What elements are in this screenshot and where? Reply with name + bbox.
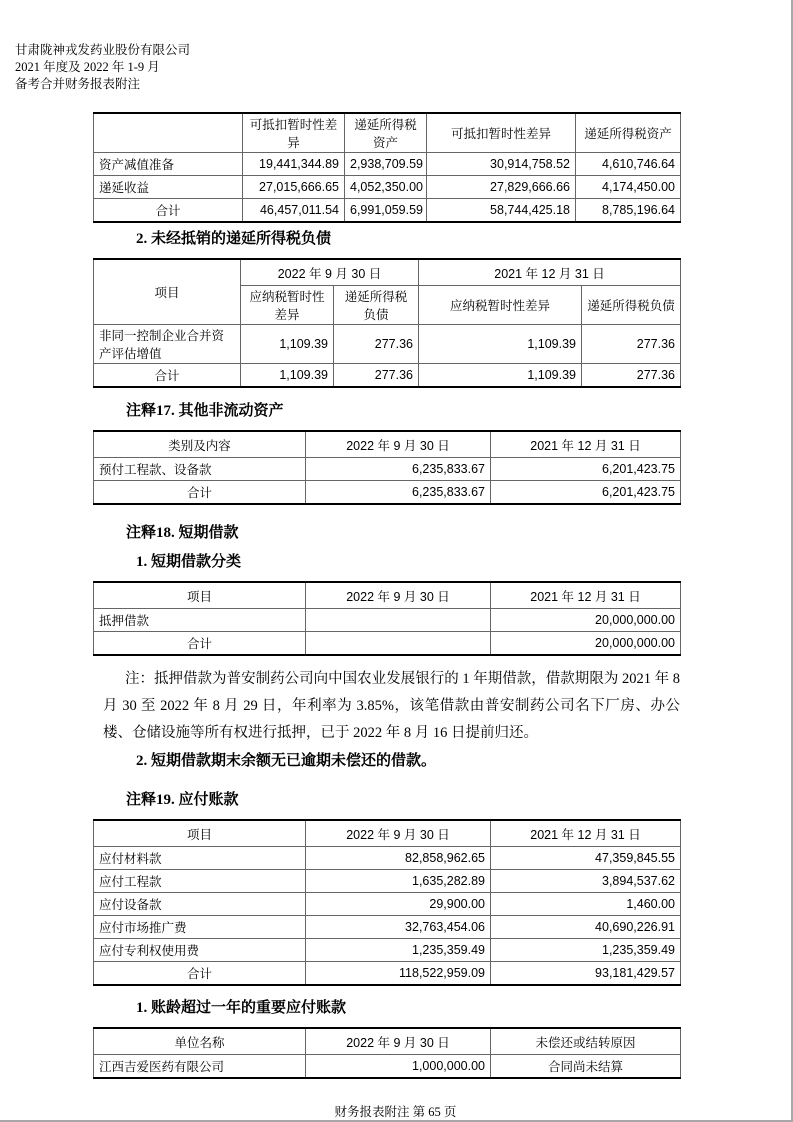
loan-note-paragraph: 注：抵押借款为普安制药公司向中国农业发展银行的 1 年期借款，借款期限为 2021 年 8 月 30 至 2022 年 8 月 29 日，年利率为 3.85%，该笔借款由普安制药公司名下厂房、办公楼、仓储设施等所有权进行抵押，已于 2022 年 8 月 16 日提前归还。 — [103, 671, 680, 741]
table-header-row — [94, 1028, 681, 1055]
table-cell: 1,109.39 — [241, 364, 334, 388]
row-label-cell: 合计 — [94, 199, 243, 223]
table-row — [94, 893, 681, 916]
table-header-row — [94, 113, 681, 153]
row-label-cell: 合计 — [94, 962, 306, 986]
row-label-cell: 非同一控制企业合并资产评估增值 — [94, 325, 241, 364]
header-cell: 2022 年 9 月 30 日 — [306, 431, 491, 458]
deferred-tax-assets-table — [93, 112, 681, 223]
report-period: 2021 年度及 2022 年 1-9 月 — [15, 60, 160, 74]
table-cell: 1,109.39 — [419, 364, 582, 388]
table-row — [94, 481, 681, 505]
section-heading-note17: 注释17. 其他非流动资产 — [126, 403, 284, 419]
header-cell: 递延所得税负债 — [334, 286, 419, 325]
header-cell: 项目 — [94, 582, 306, 609]
table-cell: 20,000,000.00 — [491, 632, 681, 656]
table-row — [94, 325, 681, 364]
header-cell: 2021 年 12 月 31 日 — [491, 431, 681, 458]
table-cell: 1,460.00 — [491, 893, 681, 916]
row-label-cell: 应付材料款 — [94, 847, 306, 870]
table-cell: 82,858,962.65 — [306, 847, 491, 870]
row-label-cell: 资产减值准备 — [94, 153, 243, 176]
header-cell: 单位名称 — [94, 1028, 306, 1055]
header-cell: 项目 — [94, 820, 306, 847]
table-cell: 47,359,845.55 — [491, 847, 681, 870]
row-label-cell: 合计 — [94, 481, 306, 505]
table-cell: 4,610,746.64 — [576, 153, 681, 176]
section-heading-note19: 注释19. 应付账款 — [126, 792, 239, 808]
table-cell: 1,109.39 — [419, 325, 582, 364]
table-header-row — [94, 431, 681, 458]
page-footer-label: 财务报表附注 第 65 页 — [334, 1105, 457, 1119]
table-cell: 1,635,282.89 — [306, 870, 491, 893]
section-heading-no-overdue: 2. 短期借款期末余额无已逾期未偿还的借款。 — [136, 753, 437, 769]
table-row — [94, 870, 681, 893]
row-label-cell: 预付工程款、设备款 — [94, 458, 306, 481]
table-cell: 1,000,000.00 — [306, 1055, 491, 1079]
table-header-row — [94, 820, 681, 847]
row-label-cell: 合计 — [94, 364, 241, 388]
header-cell: 可抵扣暂时性差异 — [243, 113, 345, 153]
header-cell: 2022 年 9 月 30 日 — [306, 1028, 491, 1055]
header-cell: 2022 年 9 月 30 日 — [306, 582, 491, 609]
table-cell: 58,744,425.18 — [427, 199, 576, 223]
table-cell: 6,201,423.75 — [491, 458, 681, 481]
table-row — [94, 364, 681, 388]
header-cell: 类别及内容 — [94, 431, 306, 458]
table-row — [94, 199, 681, 223]
table-row — [94, 847, 681, 870]
table-cell: 6,235,833.67 — [306, 458, 491, 481]
row-label-cell: 递延收益 — [94, 176, 243, 199]
table-cell: 20,000,000.00 — [491, 609, 681, 632]
table-cell: 1,235,359.49 — [491, 939, 681, 962]
company-name: 甘肃陇神戎发药业股份有限公司 — [15, 43, 191, 57]
table-cell: 29,900.00 — [306, 893, 491, 916]
table-cell — [306, 609, 491, 632]
header-cell: 项目 — [94, 259, 241, 325]
table-row — [94, 1055, 681, 1079]
header-cell: 应纳税暂时性差异 — [419, 286, 582, 325]
table-row — [94, 176, 681, 199]
table-cell: 8,785,196.64 — [576, 199, 681, 223]
header-cell: 可抵扣暂时性差异 — [427, 113, 576, 153]
table-row — [94, 916, 681, 939]
table-cell — [306, 632, 491, 656]
row-label-cell: 合计 — [94, 632, 306, 656]
accounts-payable-table — [93, 819, 681, 986]
table-cell: 93,181,429.57 — [491, 962, 681, 986]
table-cell: 30,914,758.52 — [427, 153, 576, 176]
table-cell: 277.36 — [582, 325, 681, 364]
table-row — [94, 632, 681, 656]
table-cell: 合同尚未结算 — [491, 1055, 681, 1079]
section-heading-deferred-tax-liabilities: 2. 未经抵销的递延所得税负债 — [136, 231, 332, 247]
report-title: 备考合并财务报表附注 — [15, 77, 141, 91]
table-cell: 32,763,454.06 — [306, 916, 491, 939]
header-cell: 2021 年 12 月 31 日 — [491, 582, 681, 609]
header-cell: 递延所得税资产 — [576, 113, 681, 153]
table-cell: 4,174,450.00 — [576, 176, 681, 199]
header-cell: 递延所得税资产 — [345, 113, 427, 153]
table-cell: 2,938,709.59 — [345, 153, 427, 176]
table-header-row — [94, 259, 681, 286]
table-cell: 46,457,011.54 — [243, 199, 345, 223]
section-heading-note18: 注释18. 短期借款 — [126, 525, 239, 541]
table-header-row — [94, 582, 681, 609]
header-cell: 2022 年 9 月 30 日 — [241, 259, 419, 286]
row-label-cell: 应付市场推广费 — [94, 916, 306, 939]
table-cell: 1,235,359.49 — [306, 939, 491, 962]
header-cell: 2021 年 12 月 31 日 — [419, 259, 681, 286]
table-row — [94, 153, 681, 176]
table-row — [94, 609, 681, 632]
document-header — [15, 42, 791, 93]
table-cell: 277.36 — [334, 364, 419, 388]
table-cell: 4,052,350.00 — [345, 176, 427, 199]
header-cell: 2021 年 12 月 31 日 — [491, 820, 681, 847]
table-cell: 3,894,537.62 — [491, 870, 681, 893]
other-noncurrent-assets-table — [93, 430, 681, 505]
deferred-tax-liabilities-table — [93, 258, 681, 388]
section-heading-aged-payables: 1. 账龄超过一年的重要应付账款 — [136, 1000, 347, 1016]
table-cell: 6,235,833.67 — [306, 481, 491, 505]
table-cell: 277.36 — [334, 325, 419, 364]
table-row — [94, 939, 681, 962]
table-row — [94, 458, 681, 481]
table-cell: 6,201,423.75 — [491, 481, 681, 505]
short-term-loans-table — [93, 581, 681, 656]
aged-payables-table — [93, 1027, 681, 1079]
row-label-cell: 应付工程款 — [94, 870, 306, 893]
row-label-cell: 应付设备款 — [94, 893, 306, 916]
header-cell: 未偿还或结转原因 — [491, 1028, 681, 1055]
table-cell: 6,991,059.59 — [345, 199, 427, 223]
header-cell: 2022 年 9 月 30 日 — [306, 820, 491, 847]
table-cell: 1,109.39 — [241, 325, 334, 364]
table-row — [94, 962, 681, 986]
section-heading-loan-classification: 1. 短期借款分类 — [136, 554, 242, 570]
table-cell: 27,829,666.66 — [427, 176, 576, 199]
row-label-cell: 应付专利权使用费 — [94, 939, 306, 962]
header-cell: 递延所得税负债 — [582, 286, 681, 325]
table-cell: 277.36 — [582, 364, 681, 388]
table-cell: 40,690,226.91 — [491, 916, 681, 939]
table-cell: 118,522,959.09 — [306, 962, 491, 986]
row-label-cell: 江西吉爱医药有限公司 — [94, 1055, 306, 1079]
row-label-cell: 抵押借款 — [94, 609, 306, 632]
header-cell: 应纳税暂时性差异 — [241, 286, 334, 325]
table-cell: 19,441,344.89 — [243, 153, 345, 176]
header-cell — [94, 113, 243, 153]
table-cell: 27,015,666.65 — [243, 176, 345, 199]
